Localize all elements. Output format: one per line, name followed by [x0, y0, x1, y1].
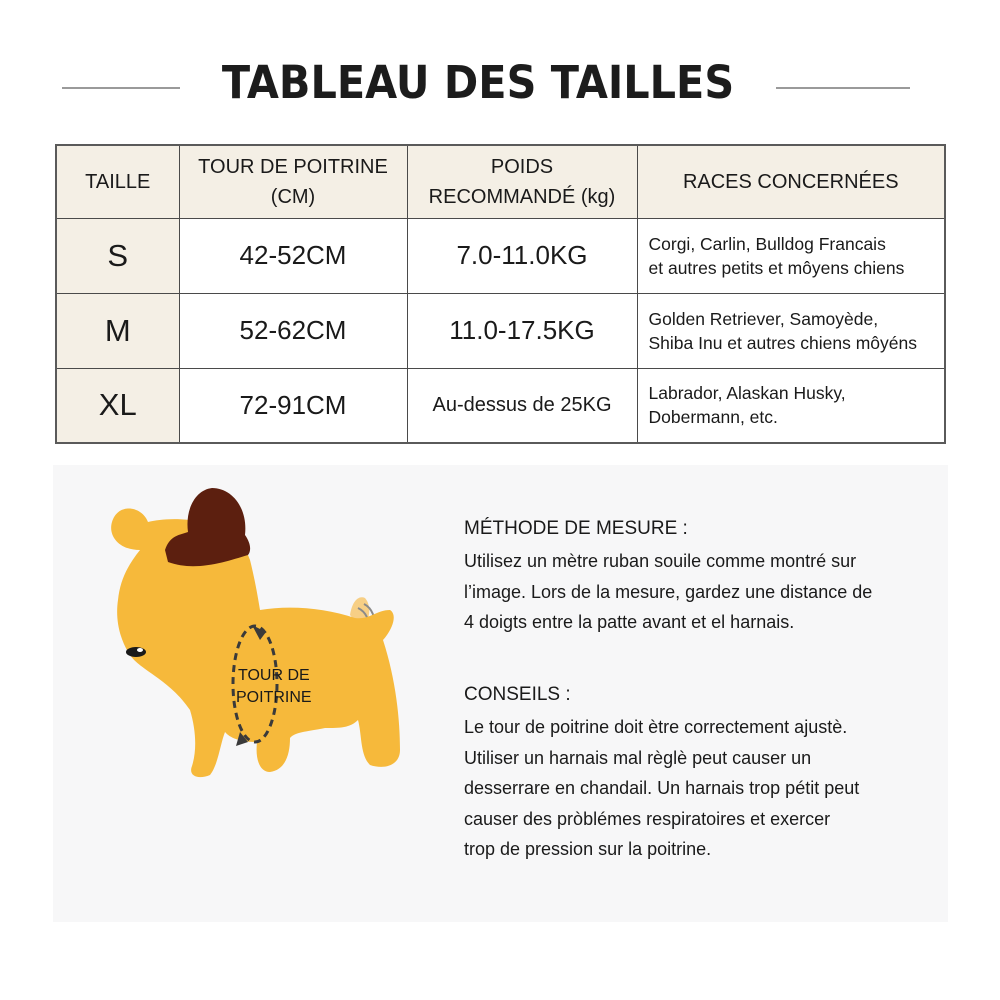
weight-cell: 11.0-17.5KG — [407, 293, 637, 368]
header-weight: POIDS RECOMMANDÉ (kg) — [407, 145, 637, 218]
chest-cell: 42-52CM — [179, 218, 407, 293]
size-cell: M — [56, 293, 179, 368]
dog-illustration — [100, 480, 420, 790]
size-chart-table — [55, 144, 946, 444]
table-header-row — [56, 145, 945, 218]
tips-text-line: Utiliser un harnais mal règlè peut causer un — [464, 747, 812, 768]
tips-text-line: Le tour de poitrine doit ètre correctement ajustè. — [464, 717, 848, 737]
method-text-line: l’image. Lors de la mesure, gardez une distance de — [464, 581, 873, 602]
header-chest: TOUR DE POITRINE (CM) — [179, 145, 407, 218]
weight-cell: Au-dessus de 25KG — [407, 368, 637, 443]
breeds-cell: Corgi, Carlin, Bulldog Francais et autres petits et môyens chiens — [637, 218, 945, 293]
page-title: TABLEAU DES TAILLES — [221, 56, 735, 109]
dog-body-icon — [111, 508, 400, 777]
title-divider-left — [62, 87, 180, 89]
tips-text-line: trop de pression sur la poitrine. — [464, 839, 712, 859]
measurement-method-section — [464, 514, 944, 638]
tips-text-line: causer des pròblémes respiratoires et exercer — [464, 808, 831, 829]
tips-heading: CONSEILS : — [464, 684, 571, 705]
weight-cell: 7.0-11.0KG — [407, 218, 637, 293]
size-cell: XL — [56, 368, 179, 443]
chest-label-line-1: TOUR DE — [238, 667, 310, 684]
method-text-line: 4 doigts entre la patte avant et el harnais. — [464, 612, 795, 632]
method-text-line: Utilisez un mètre ruban souile comme montré sur — [464, 551, 857, 571]
chest-label-line-2: POITRINE — [236, 689, 312, 706]
eye-icon — [126, 647, 146, 657]
tips-section — [464, 680, 944, 865]
table-row — [56, 368, 945, 443]
chest-cell: 52-62CM — [179, 293, 407, 368]
size-cell: S — [56, 218, 179, 293]
chest-cell: 72-91CM — [179, 368, 407, 443]
breeds-cell: Golden Retriever, Samoyède, Shiba Inu et autres chiens môyéns — [637, 293, 945, 368]
title-divider-right — [776, 87, 910, 89]
breeds-cell: Labrador, Alaskan Husky, Dobermann, etc. — [637, 368, 945, 443]
method-heading: MÉTHODE DE MESURE : — [464, 518, 688, 539]
table-row — [56, 218, 945, 293]
header-breeds: RACES CONCERNÉES — [637, 145, 945, 218]
table-row — [56, 293, 945, 368]
tips-text-line: desserrare en chandail. Un harnais trop pétit peut — [464, 778, 860, 798]
header-size: TAILLE — [56, 145, 179, 218]
